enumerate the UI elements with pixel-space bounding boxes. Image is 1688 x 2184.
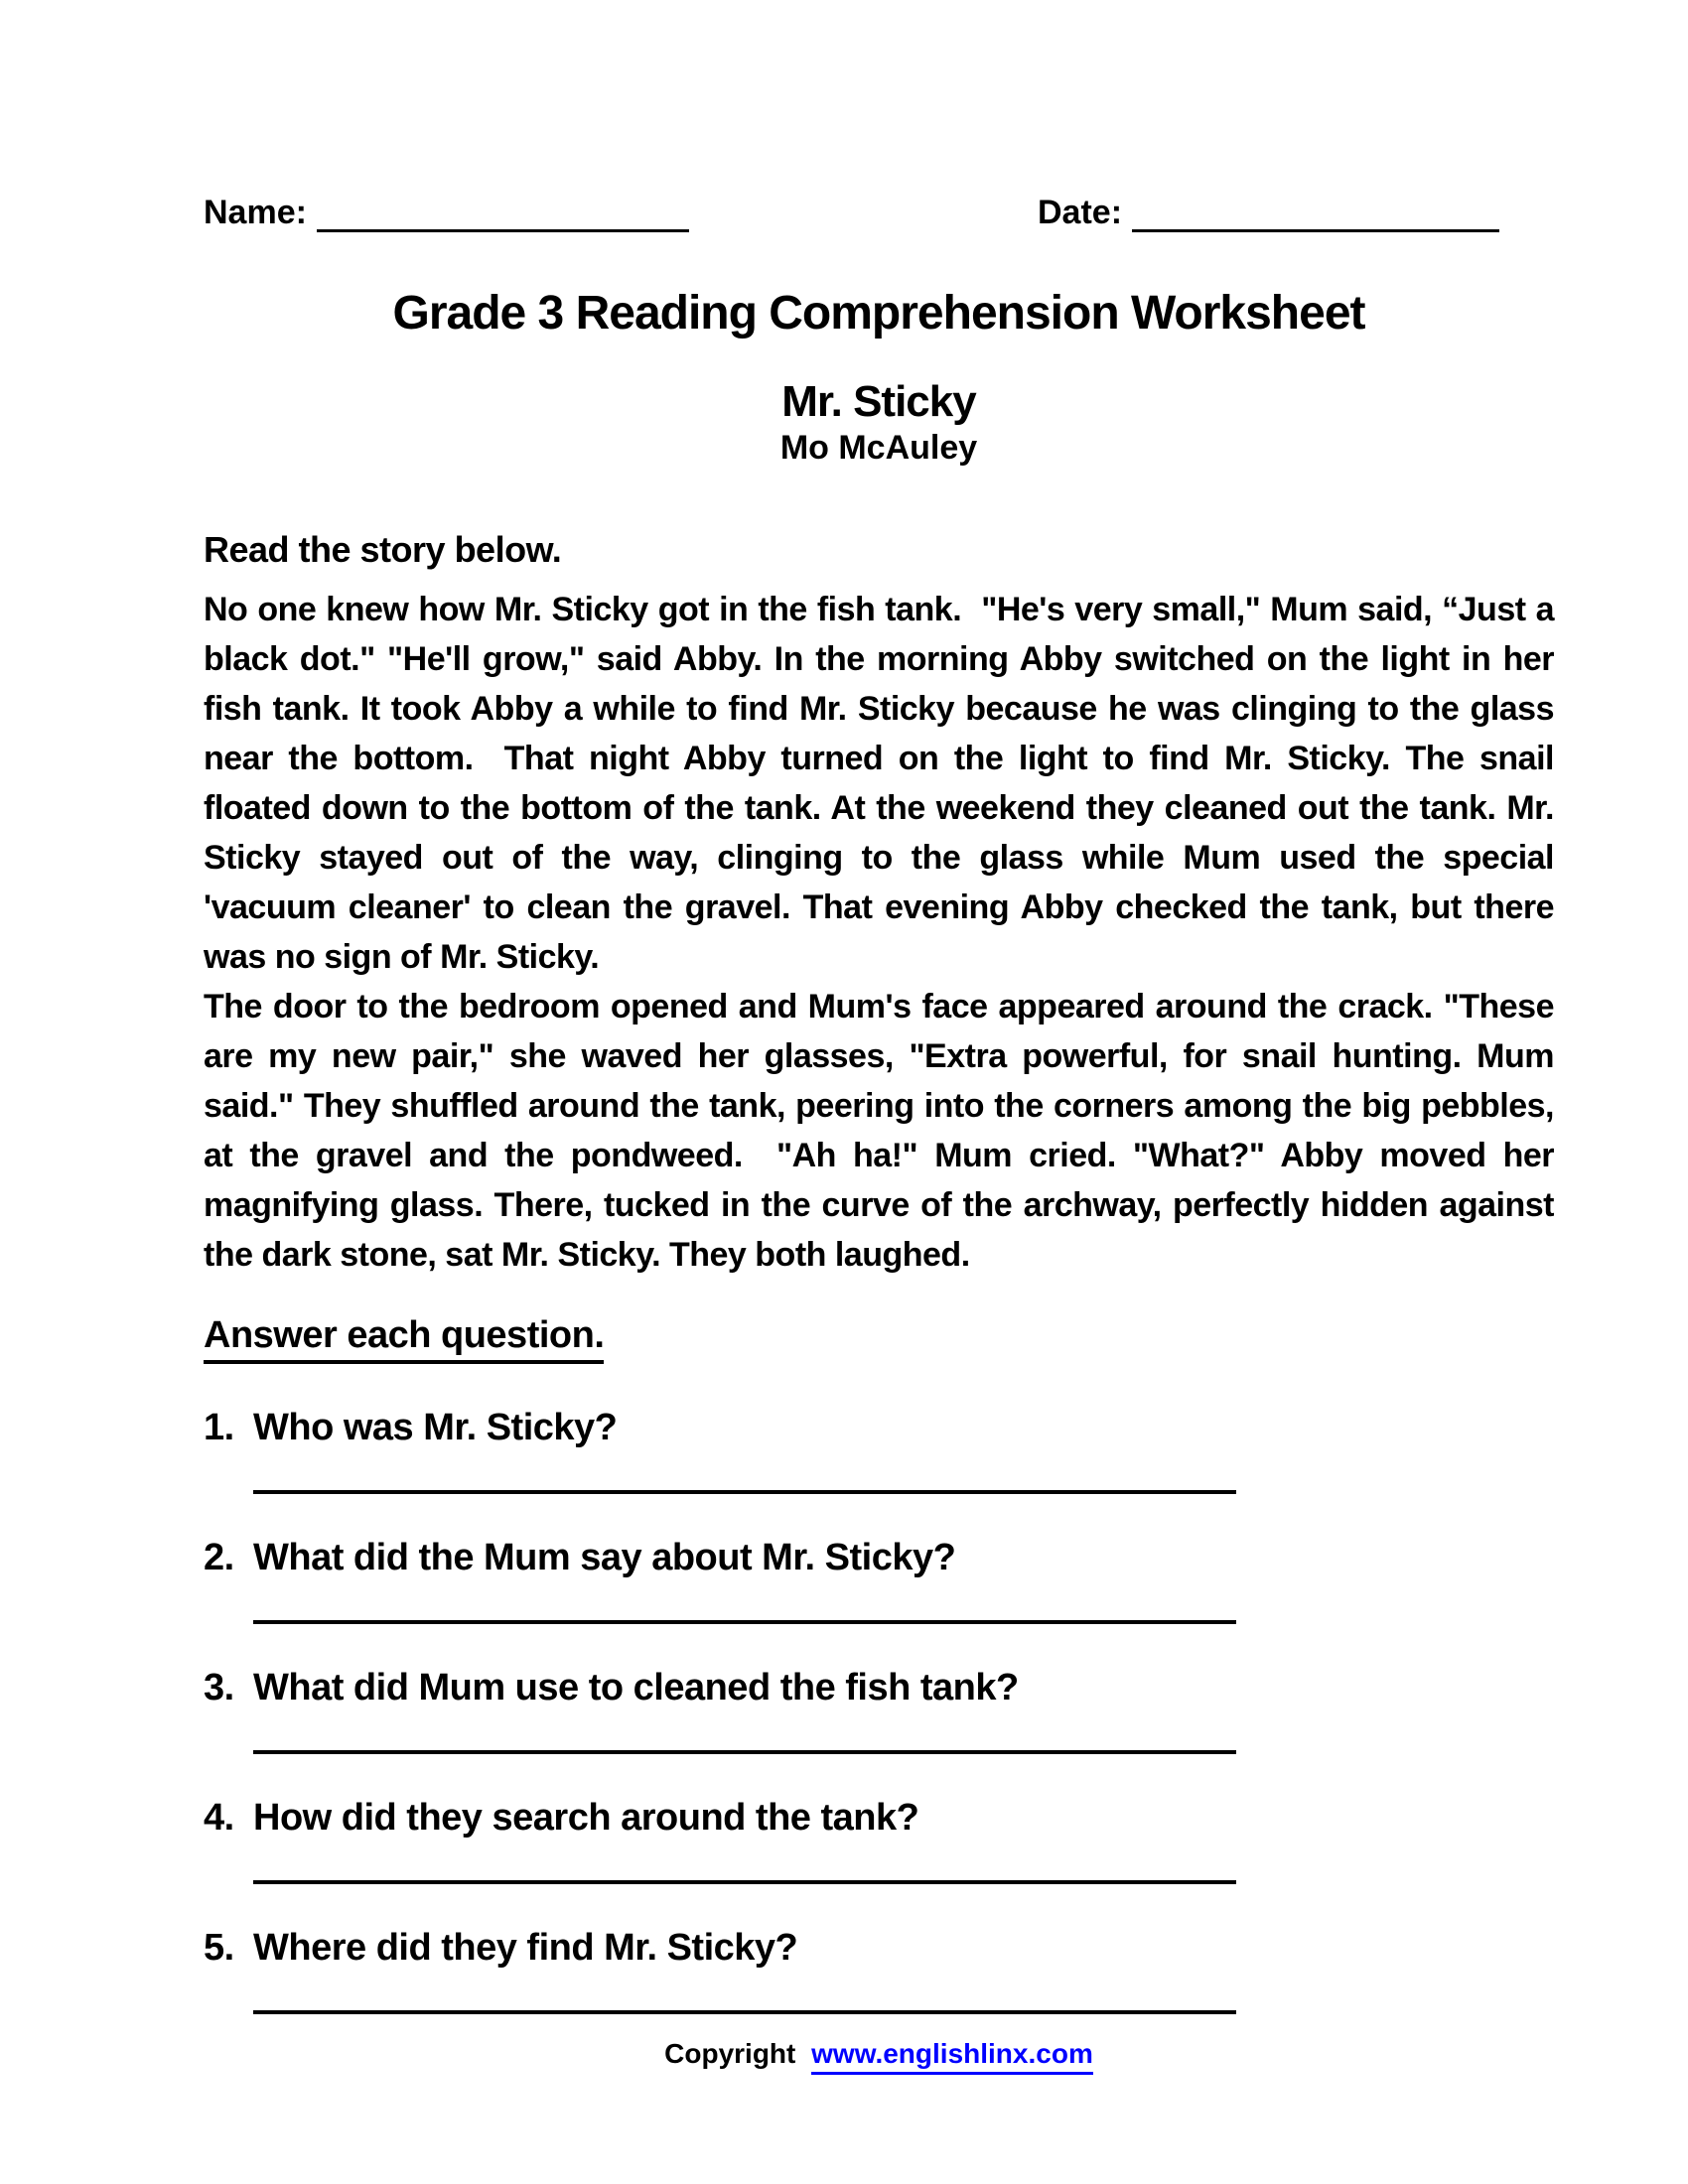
story-author: Mo McAuley (779, 429, 978, 467)
questions-heading (204, 1313, 1554, 1364)
answer-line-5 (253, 2010, 1236, 2014)
answer-line-4 (253, 1880, 1236, 1884)
question-1 (204, 1406, 1554, 1450)
story-paragraph-2: The door to the bedroom opened and Mum's face appeared around the crack. "These are my new pair," she waved her glasses, "Extra powerful, for snail hunting. Mum said." They shuffled around the tank, peering into the corners among the big pebbles, at the gravel and the pondweed. "Ah ha!" Mum cried. "What?" Abby moved her magnifying glass. There, tucked in the curve of the archway, perfectly hidden against the dark stone, sat Mr. Sticky. They both laughed. (204, 988, 1563, 1274)
question-3-number: 3. (204, 1667, 234, 1708)
question-3-text: What did Mum use to cleaned the fish tank? (253, 1667, 1019, 1708)
story-paragraph-1: No one knew how Mr. Sticky got in the fish tank. "He's very small," Mum said, “Just a black dot." "He'll grow," said Abby. In the morning Abby switched on the light in her fish tank. It took Abby a while to find Mr. Sticky because he was clinging to the glass near the bottom. That night Abby turned on the light to find Mr. Sticky. The snail floated down to the bottom of the tank. At the weekend they cleaned out the tank. Mr. Sticky stayed out of the way, clinging to the glass while Mum used the special 'vacuum cleaner' to clean the gravel. That evening Abby checked the tank, but there was no sign of Mr. Sticky. (204, 591, 1563, 976)
answer-line-2 (253, 1620, 1236, 1624)
name-label: Name: (204, 194, 307, 231)
answer-line-1 (253, 1490, 1236, 1494)
header-row (204, 194, 1554, 243)
englishlinx-link[interactable]: www.englishlinx.com (811, 2036, 1093, 2075)
question-4-number: 4. (204, 1797, 234, 1839)
name-group (204, 194, 689, 232)
question-4-text: How did they search around the tank? (253, 1797, 919, 1839)
question-2-number: 2. (204, 1537, 234, 1578)
question-5-number: 5. (204, 1927, 234, 1969)
answer-line-3 (253, 1750, 1236, 1754)
question-4 (204, 1796, 1554, 1841)
footer (204, 2036, 1554, 2075)
question-2-text: What did the Mum say about Mr. Sticky? (253, 1537, 956, 1578)
story-title: Mr. Sticky (781, 377, 976, 426)
story-instruction: Read the story below. (204, 529, 562, 570)
question-1-text: Who was Mr. Sticky? (253, 1407, 618, 1448)
name-blank-line (317, 196, 689, 232)
question-5-text: Where did they find Mr. Sticky? (253, 1927, 798, 1969)
page-title: Grade 3 Reading Comprehension Worksheet (392, 287, 1365, 340)
questions-heading-text: Answer each question. (204, 1313, 604, 1364)
date-group (1038, 194, 1499, 232)
copyright-label: Copyright (664, 2038, 796, 2069)
date-blank-line (1132, 196, 1499, 232)
question-2 (204, 1536, 1554, 1580)
worksheet-content (204, 194, 1563, 2075)
question-1-number: 1. (204, 1407, 234, 1448)
date-label: Date: (1038, 194, 1123, 231)
question-3 (204, 1666, 1554, 1710)
question-5 (204, 1926, 1554, 1971)
